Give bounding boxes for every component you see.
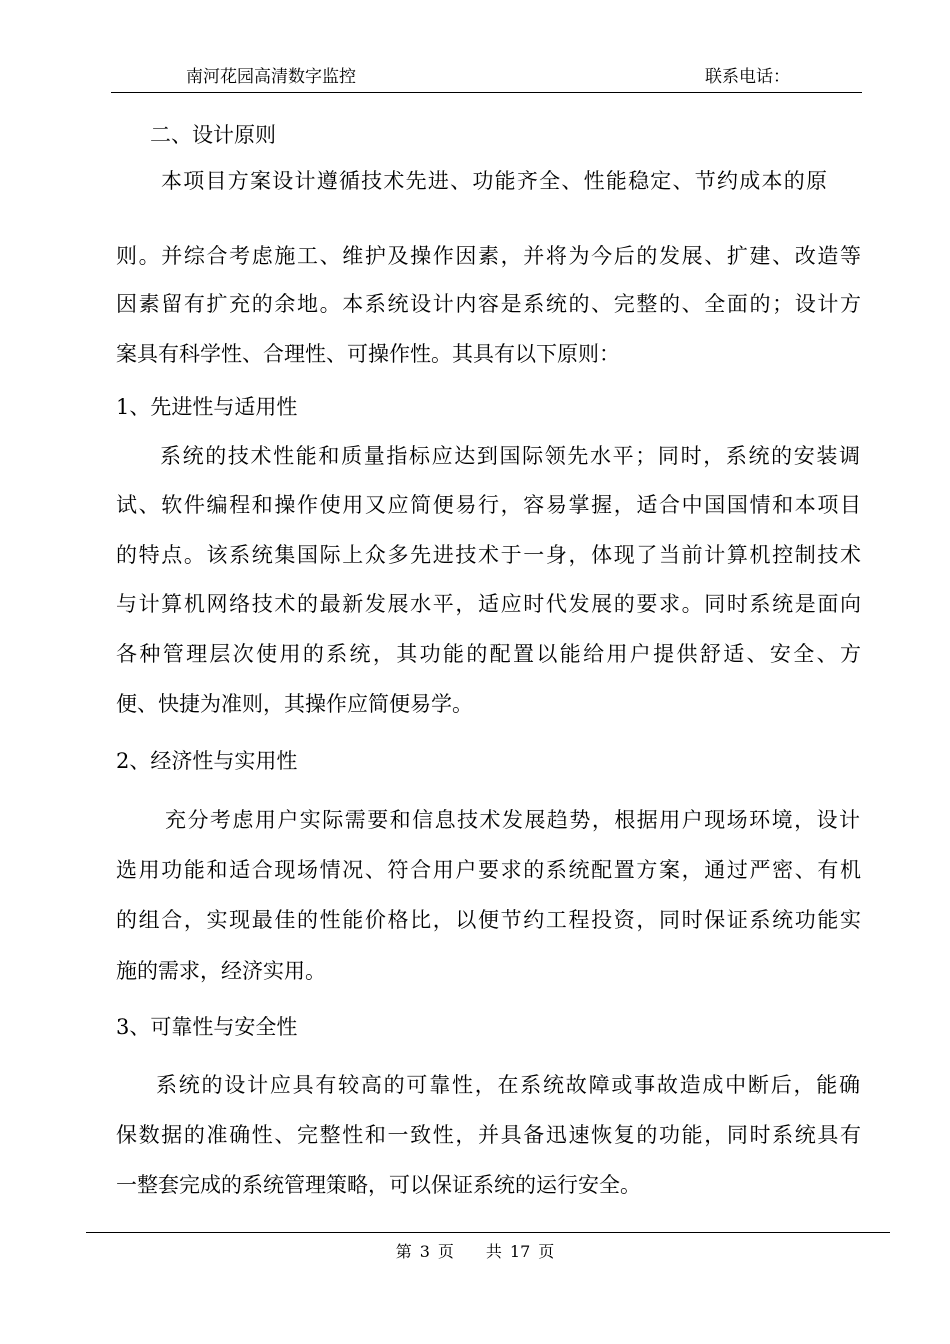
total-pages: 17	[509, 1242, 531, 1261]
item2-heading: 2、经济性与实用性	[116, 749, 298, 773]
total-prefix: 共	[485, 1242, 502, 1261]
item2-line-4: 施的需求，经济实用。	[116, 959, 326, 983]
section-heading: 二、设计原则	[150, 123, 276, 147]
item2-line-2: 选用功能和适合现场情况、符合用户要求的系统配置方案，通过严密、有机	[116, 858, 861, 882]
item1-heading: 1、先进性与适用性	[116, 395, 298, 419]
page-number: 3	[419, 1242, 430, 1261]
intro-line-2: 则。并综合考虑施工、维护及操作因素，并将为今后的发展、扩建、改造等	[116, 244, 861, 268]
item1-line-1: 系统的技术性能和质量指标应达到国际领先水平；同时，系统的安装调	[160, 444, 860, 468]
header-title: 南河花园高清数字监控	[186, 67, 356, 87]
item1-line-2: 试、软件编程和操作使用又应简便易行，容易掌握，适合中国国情和本项目	[116, 493, 861, 517]
item1-line-4: 与计算机网络技术的最新发展水平，适应时代发展的要求。同时系统是面向	[116, 592, 861, 616]
item1-line-3: 的特点。该系统集国际上众多先进技术于一身，体现了当前计算机控制技术	[116, 543, 861, 567]
page-label-prefix: 第	[395, 1242, 412, 1261]
intro-line-3: 因素留有扩充的余地。本系统设计内容是系统的、完整的、全面的；设计方	[116, 292, 861, 316]
header-divider	[111, 92, 862, 93]
intro-line-4: 案具有科学性、合理性、可操作性。其具有以下原则：	[116, 342, 620, 366]
page-footer	[0, 1240, 950, 1264]
item3-line-1: 系统的设计应具有较高的可靠性，在系统故障或事故造成中断后，能确	[156, 1073, 860, 1097]
total-suffix: 页	[538, 1242, 555, 1261]
header-contact: 联系电话：	[705, 67, 790, 87]
item3-heading: 3、可靠性与安全性	[116, 1015, 298, 1039]
page-header	[111, 62, 862, 92]
intro-line-1: 本项目方案设计遵循技术先进、功能齐全、性能稳定、节约成本的原	[161, 169, 827, 193]
item3-line-3: 一整套完成的系统管理策略，可以保证系统的运行安全。	[116, 1173, 641, 1197]
footer-divider	[86, 1232, 890, 1233]
page-label-suffix: 页	[437, 1242, 454, 1261]
item1-line-5: 各种管理层次使用的系统，其功能的配置以能给用户提供舒适、安全、方	[116, 642, 861, 666]
item3-line-2: 保数据的准确性、完整性和一致性，并具备迅速恢复的功能，同时系统具有	[116, 1123, 861, 1147]
item2-line-1: 充分考虑用户实际需要和信息技术发展趋势，根据用户现场环境，设计	[165, 808, 860, 832]
item1-line-6: 便、快捷为准则，其操作应简便易学。	[116, 692, 473, 716]
item2-line-3: 的组合，实现最佳的性能价格比，以便节约工程投资，同时保证系统功能实	[116, 908, 861, 932]
